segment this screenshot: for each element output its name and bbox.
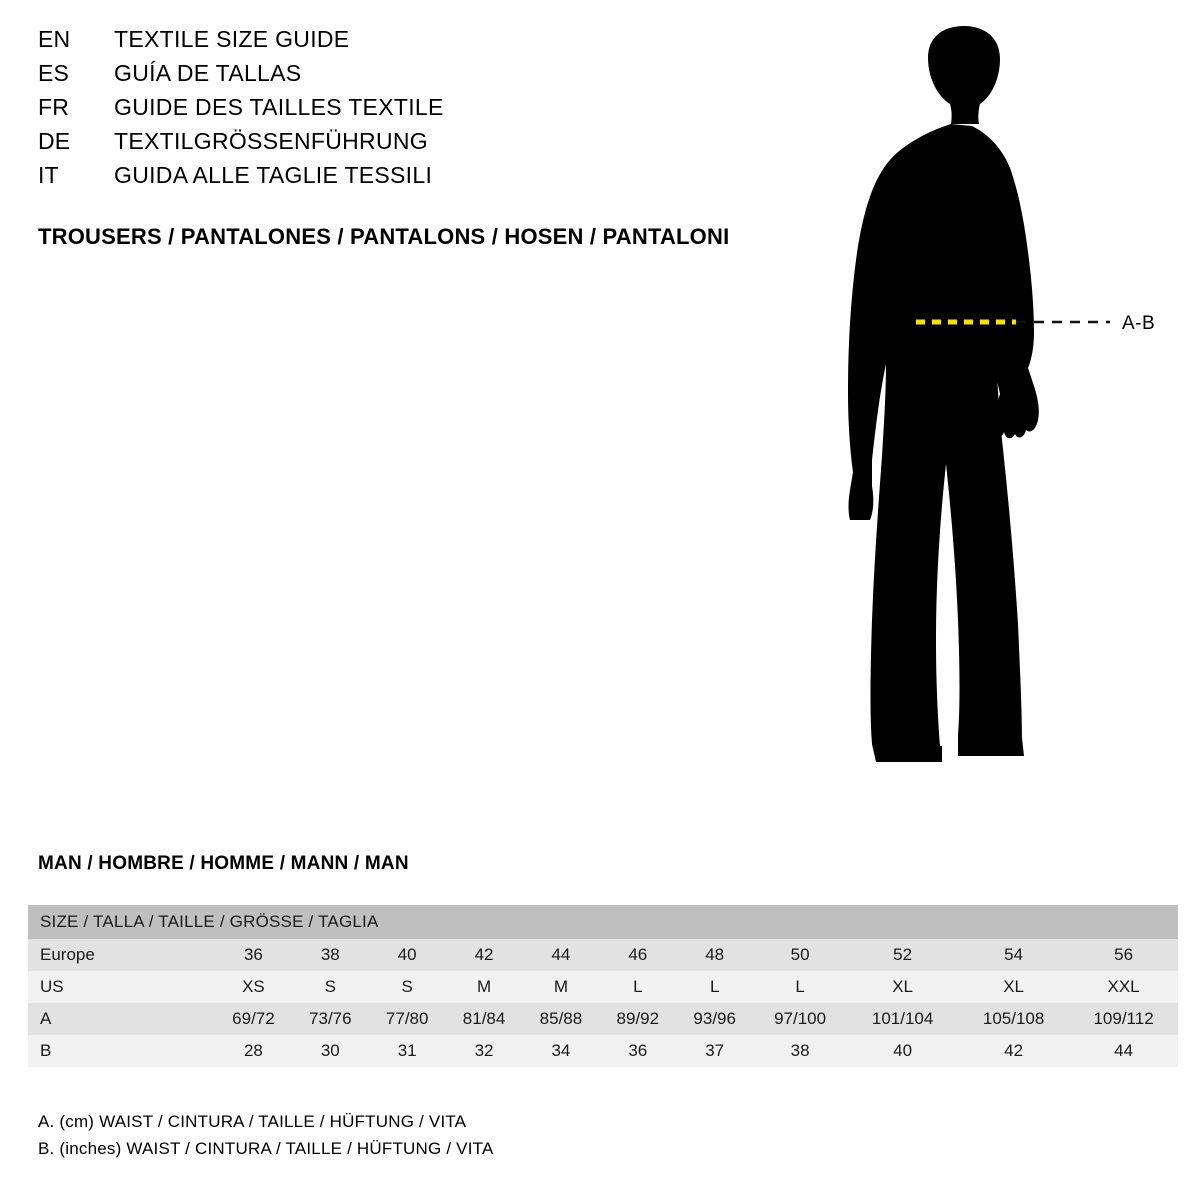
language-code: FR bbox=[38, 94, 70, 120]
table-cell: L bbox=[599, 971, 676, 1003]
table-cell: 36 bbox=[599, 1035, 676, 1067]
table-cell: S bbox=[369, 971, 446, 1003]
language-code: DE bbox=[38, 128, 71, 154]
table-cell: S bbox=[292, 971, 369, 1003]
footnote-line: B. (inches) WAIST / CINTURA / TAILLE / HÜFTUNG / VITA bbox=[38, 1139, 494, 1158]
table-cell: 36 bbox=[215, 939, 292, 971]
table-cell: XXL bbox=[1069, 971, 1178, 1003]
table-cell: 40 bbox=[369, 939, 446, 971]
table-row-label: US bbox=[28, 971, 215, 1003]
table-row-label: Europe bbox=[28, 939, 215, 971]
table-cell: 105/108 bbox=[958, 1003, 1069, 1035]
table-cell: XL bbox=[958, 971, 1069, 1003]
table-row bbox=[28, 971, 1178, 1003]
size-table-body bbox=[28, 939, 1178, 1067]
language-row bbox=[38, 128, 838, 162]
table-cell: 56 bbox=[1069, 939, 1178, 971]
table-cell: 32 bbox=[446, 1035, 523, 1067]
table-cell: 34 bbox=[523, 1035, 600, 1067]
table-cell: 40 bbox=[847, 1035, 958, 1067]
table-cell: 101/104 bbox=[847, 1003, 958, 1035]
male-silhouette-figure bbox=[820, 20, 1200, 810]
table-cell: 48 bbox=[676, 939, 753, 971]
table-cell: 73/76 bbox=[292, 1003, 369, 1035]
table-cell: 42 bbox=[446, 939, 523, 971]
table-row-label: A bbox=[28, 1003, 215, 1035]
table-cell: 69/72 bbox=[215, 1003, 292, 1035]
table-cell: 109/112 bbox=[1069, 1003, 1178, 1035]
table-cell: XS bbox=[215, 971, 292, 1003]
table-cell: 85/88 bbox=[523, 1003, 600, 1035]
language-code: IT bbox=[38, 162, 59, 188]
table-cell: 54 bbox=[958, 939, 1069, 971]
footnotes bbox=[38, 1108, 494, 1162]
language-title-block bbox=[38, 26, 838, 196]
table-cell: 77/80 bbox=[369, 1003, 446, 1035]
language-row bbox=[38, 60, 838, 94]
table-cell: 81/84 bbox=[446, 1003, 523, 1035]
language-text: GUIDA ALLE TAGLIE TESSILI bbox=[114, 162, 433, 188]
table-cell: L bbox=[753, 971, 847, 1003]
silhouette-foot-left bbox=[872, 744, 942, 762]
footnote-line: A. (cm) WAIST / CINTURA / TAILLE / HÜFTUNG / VITA bbox=[38, 1112, 467, 1131]
table-cell: 46 bbox=[599, 939, 676, 971]
table-cell: 38 bbox=[292, 939, 369, 971]
table-cell: 52 bbox=[847, 939, 958, 971]
size-table-header-label: SIZE / TALLA / TAILLE / GRÖSSE / TAGLIA bbox=[28, 905, 1178, 939]
table-row-label: B bbox=[28, 1035, 215, 1067]
silhouette-head bbox=[928, 26, 1000, 124]
table-cell: 30 bbox=[292, 1035, 369, 1067]
size-table-header-row bbox=[28, 905, 1178, 939]
table-row bbox=[28, 939, 1178, 971]
table-cell: 44 bbox=[523, 939, 600, 971]
table-row bbox=[28, 1003, 1178, 1035]
table-cell: 97/100 bbox=[753, 1003, 847, 1035]
table-cell: 89/92 bbox=[599, 1003, 676, 1035]
garment-type-title: TROUSERS / PANTALONES / PANTALONS / HOSEN / PANTALONI bbox=[38, 224, 730, 249]
language-text: TEXTILGRÖSSENFÜHRUNG bbox=[114, 128, 428, 154]
table-cell: 50 bbox=[753, 939, 847, 971]
table-cell: 42 bbox=[958, 1035, 1069, 1067]
table-cell: L bbox=[676, 971, 753, 1003]
table-cell: XL bbox=[847, 971, 958, 1003]
table-cell: M bbox=[446, 971, 523, 1003]
language-text: TEXTILE SIZE GUIDE bbox=[114, 26, 350, 52]
language-row bbox=[38, 94, 838, 128]
table-section-title: MAN / HOMBRE / HOMME / MANN / MAN bbox=[38, 853, 409, 874]
table-cell: 93/96 bbox=[676, 1003, 753, 1035]
table-cell: 37 bbox=[676, 1035, 753, 1067]
table-cell: M bbox=[523, 971, 600, 1003]
size-table-head bbox=[28, 905, 1178, 939]
language-row bbox=[38, 162, 838, 196]
language-text: GUÍA DE TALLAS bbox=[114, 60, 302, 86]
language-code: ES bbox=[38, 60, 70, 86]
table-cell: 44 bbox=[1069, 1035, 1178, 1067]
table-row bbox=[28, 1035, 1178, 1067]
size-table bbox=[28, 905, 1178, 1067]
table-cell: 31 bbox=[369, 1035, 446, 1067]
table-cell: 28 bbox=[215, 1035, 292, 1067]
language-text: GUIDE DES TAILLES TEXTILE bbox=[114, 94, 444, 120]
language-row bbox=[38, 26, 838, 60]
language-code: EN bbox=[38, 26, 71, 52]
measure-label-ab: A-B bbox=[1122, 313, 1156, 334]
table-cell: 38 bbox=[753, 1035, 847, 1067]
